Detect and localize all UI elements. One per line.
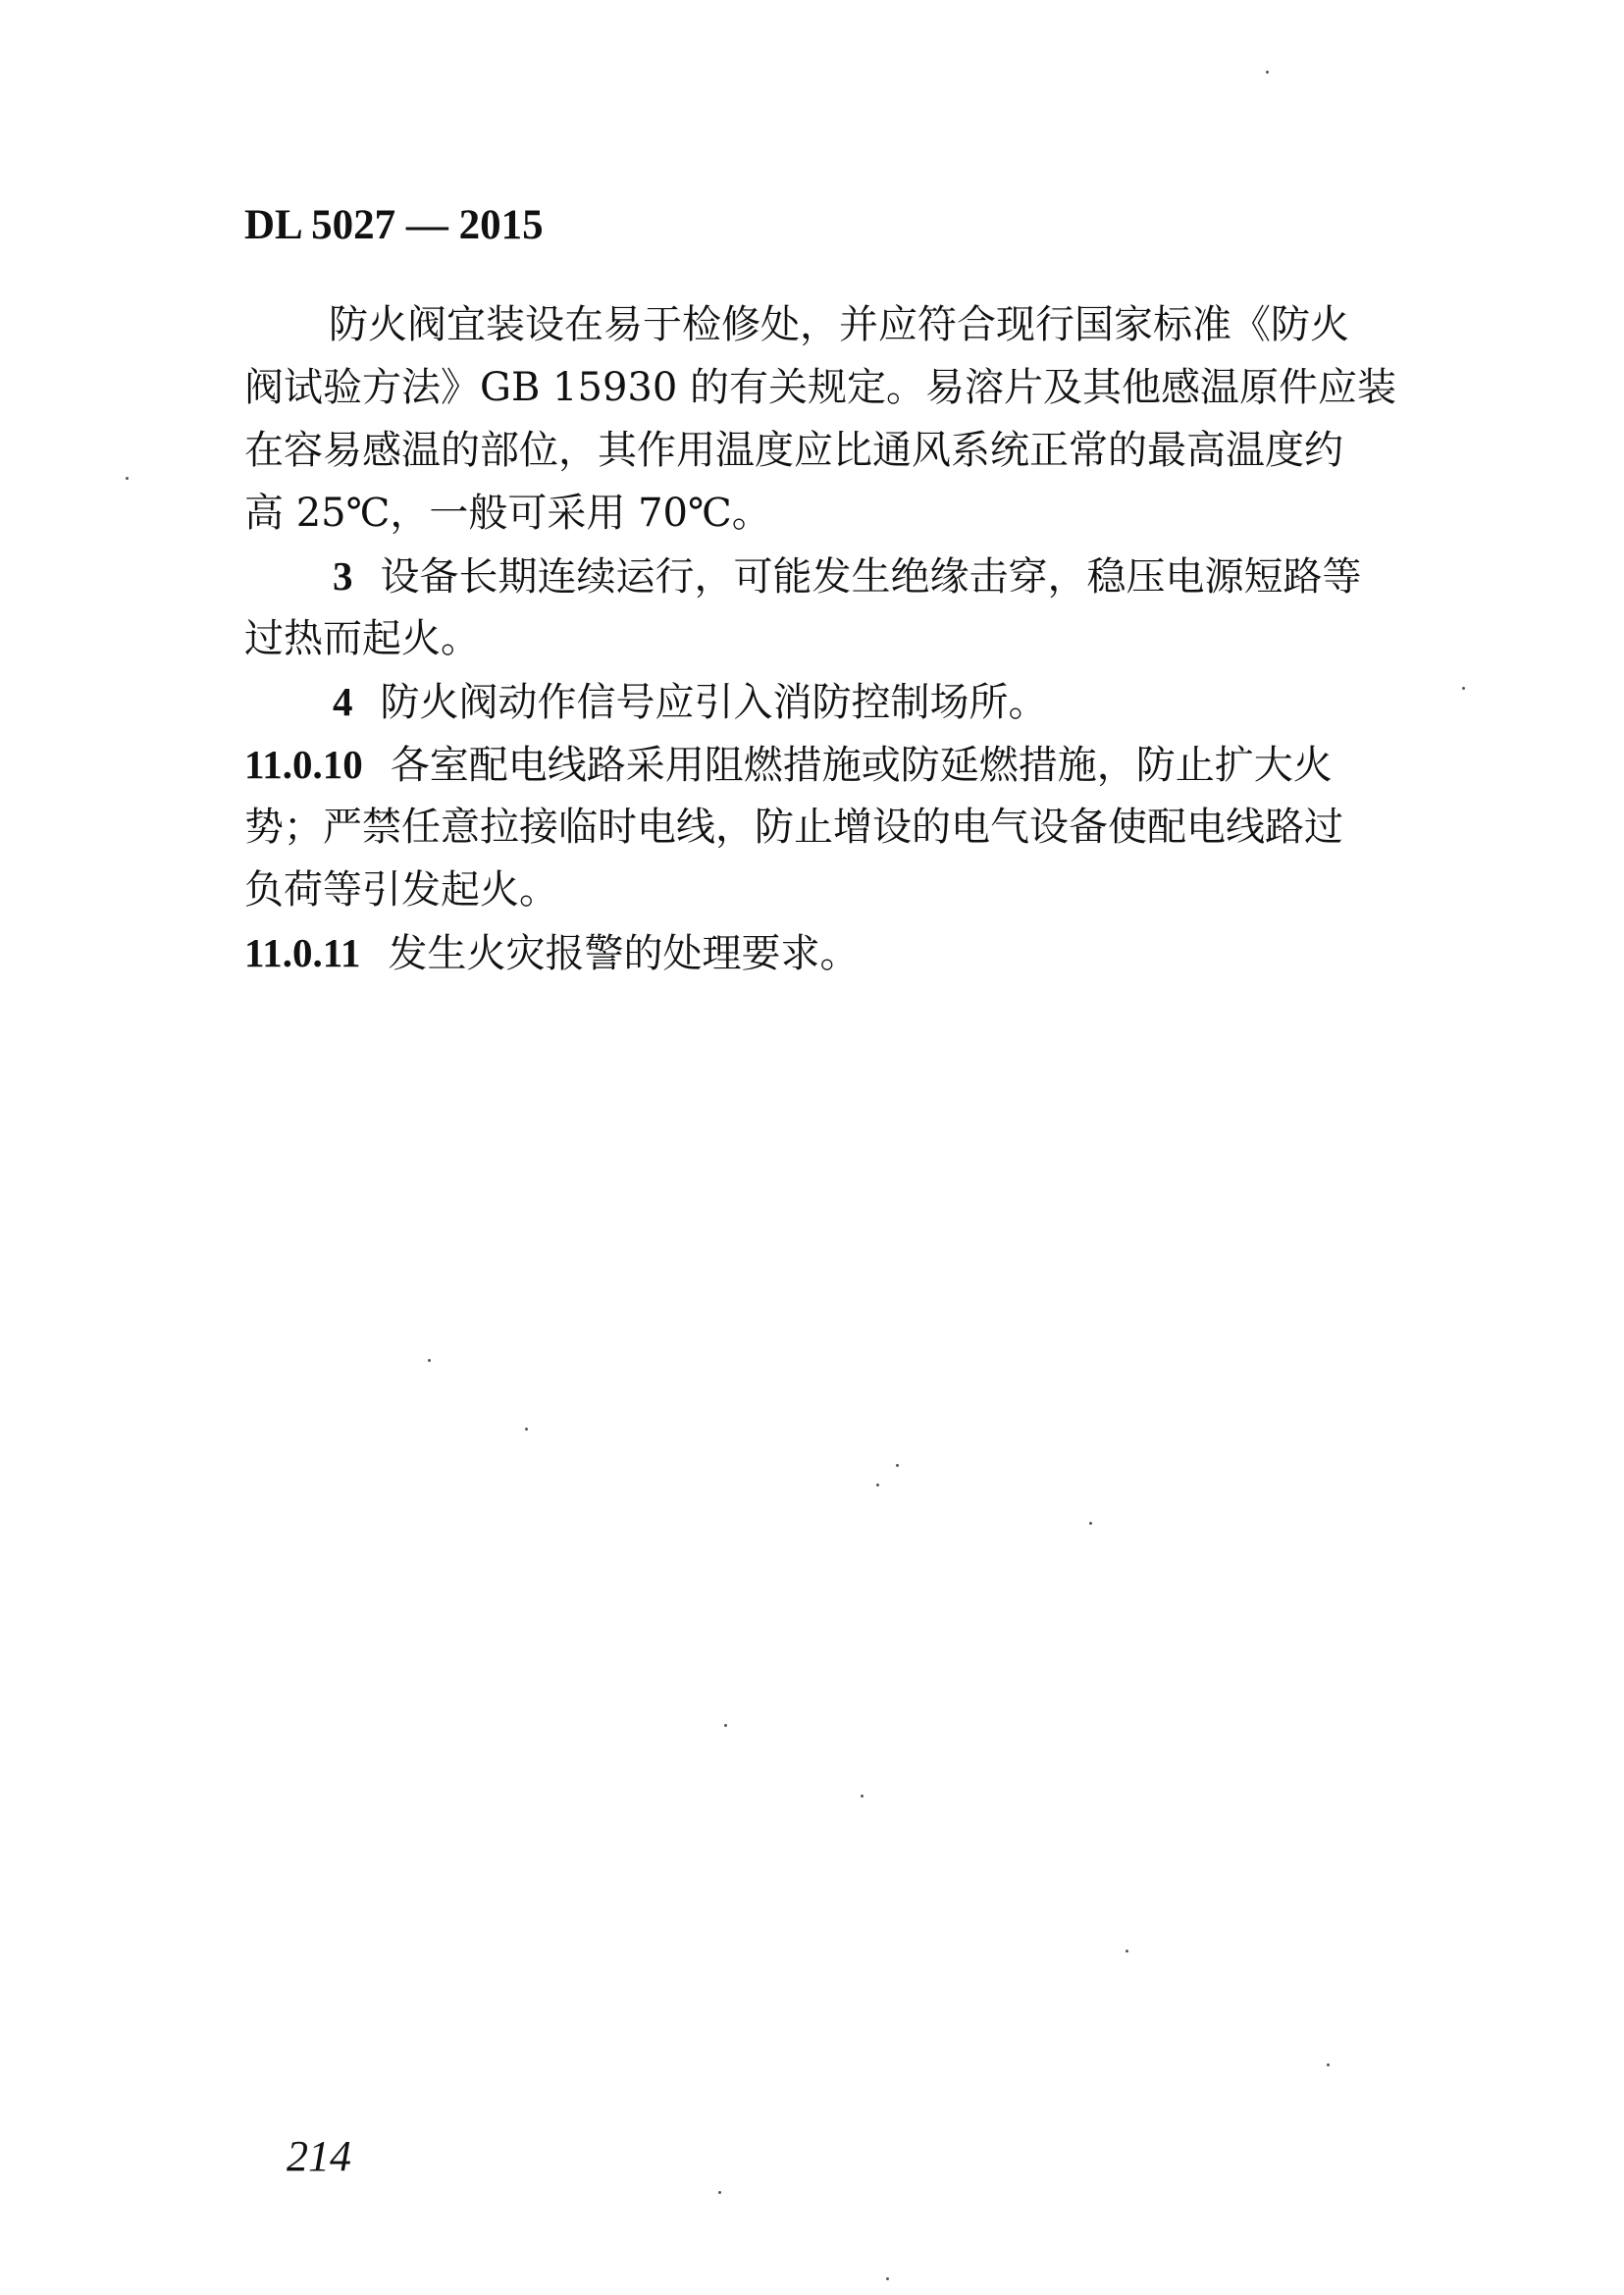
- scan-speck: [886, 2277, 889, 2280]
- scan-speck: [876, 1484, 879, 1487]
- item-text: 设备长期连续运行，可能发生绝缘击穿，稳压电源短路等: [380, 554, 1362, 600]
- item-text: 防火阀动作信号应引入消防控制场所。: [380, 680, 1048, 725]
- document-code-header: DL 5027 — 2015: [244, 202, 544, 248]
- scan-speck: [724, 1724, 727, 1727]
- scan-speck: [525, 1428, 528, 1431]
- scan-speck: [1462, 687, 1465, 690]
- scan-speck: [718, 2191, 721, 2194]
- scan-speck: [1126, 1950, 1128, 1953]
- clause-text: 各室配电线路采用阻燃措施或防延燃措施，防止扩大火: [390, 743, 1333, 788]
- clause-number: 11.0.11: [244, 930, 361, 975]
- clause-11-0-10-line: [244, 733, 1333, 797]
- paragraph-line: 阀试验方法》GB 15930 的有关规定。易溶片及其他感温原件应装: [244, 365, 1397, 410]
- clause-text: 发生火灾报警的处理要求。: [388, 931, 860, 976]
- scan-speck: [896, 1464, 899, 1467]
- paragraph-line: 在容易感温的部位，其作用温度应比通风系统正常的最高温度约: [244, 428, 1343, 473]
- paragraph-line: 防火阀宜装设在易于检修处，并应符合现行国家标准《防火: [329, 302, 1349, 347]
- item-number: 3: [333, 553, 353, 599]
- page-number: 214: [287, 2132, 351, 2180]
- scan-speck: [1327, 2063, 1330, 2066]
- scan-speck: [1266, 71, 1269, 74]
- clause-11-0-11-line: [244, 921, 859, 985]
- scan-speck: [428, 1359, 431, 1362]
- paragraph-line: 高 25℃，一般可采用 70℃。: [244, 491, 771, 536]
- scan-speck: [861, 1795, 864, 1798]
- clause-number: 11.0.10: [244, 742, 363, 787]
- item-4-line: [333, 670, 1048, 734]
- scan-speck: [1089, 1522, 1092, 1525]
- item-3-line: [333, 545, 1362, 608]
- item-3-continuation: 过热而起火。: [244, 616, 480, 661]
- item-number: 4: [333, 679, 353, 724]
- clause-continuation: 势；严禁任意拉接临时电线，防止增设的电气设备使配电线路过: [244, 805, 1343, 850]
- clause-continuation: 负荷等引发起火。: [244, 867, 558, 913]
- scan-speck: [126, 477, 129, 480]
